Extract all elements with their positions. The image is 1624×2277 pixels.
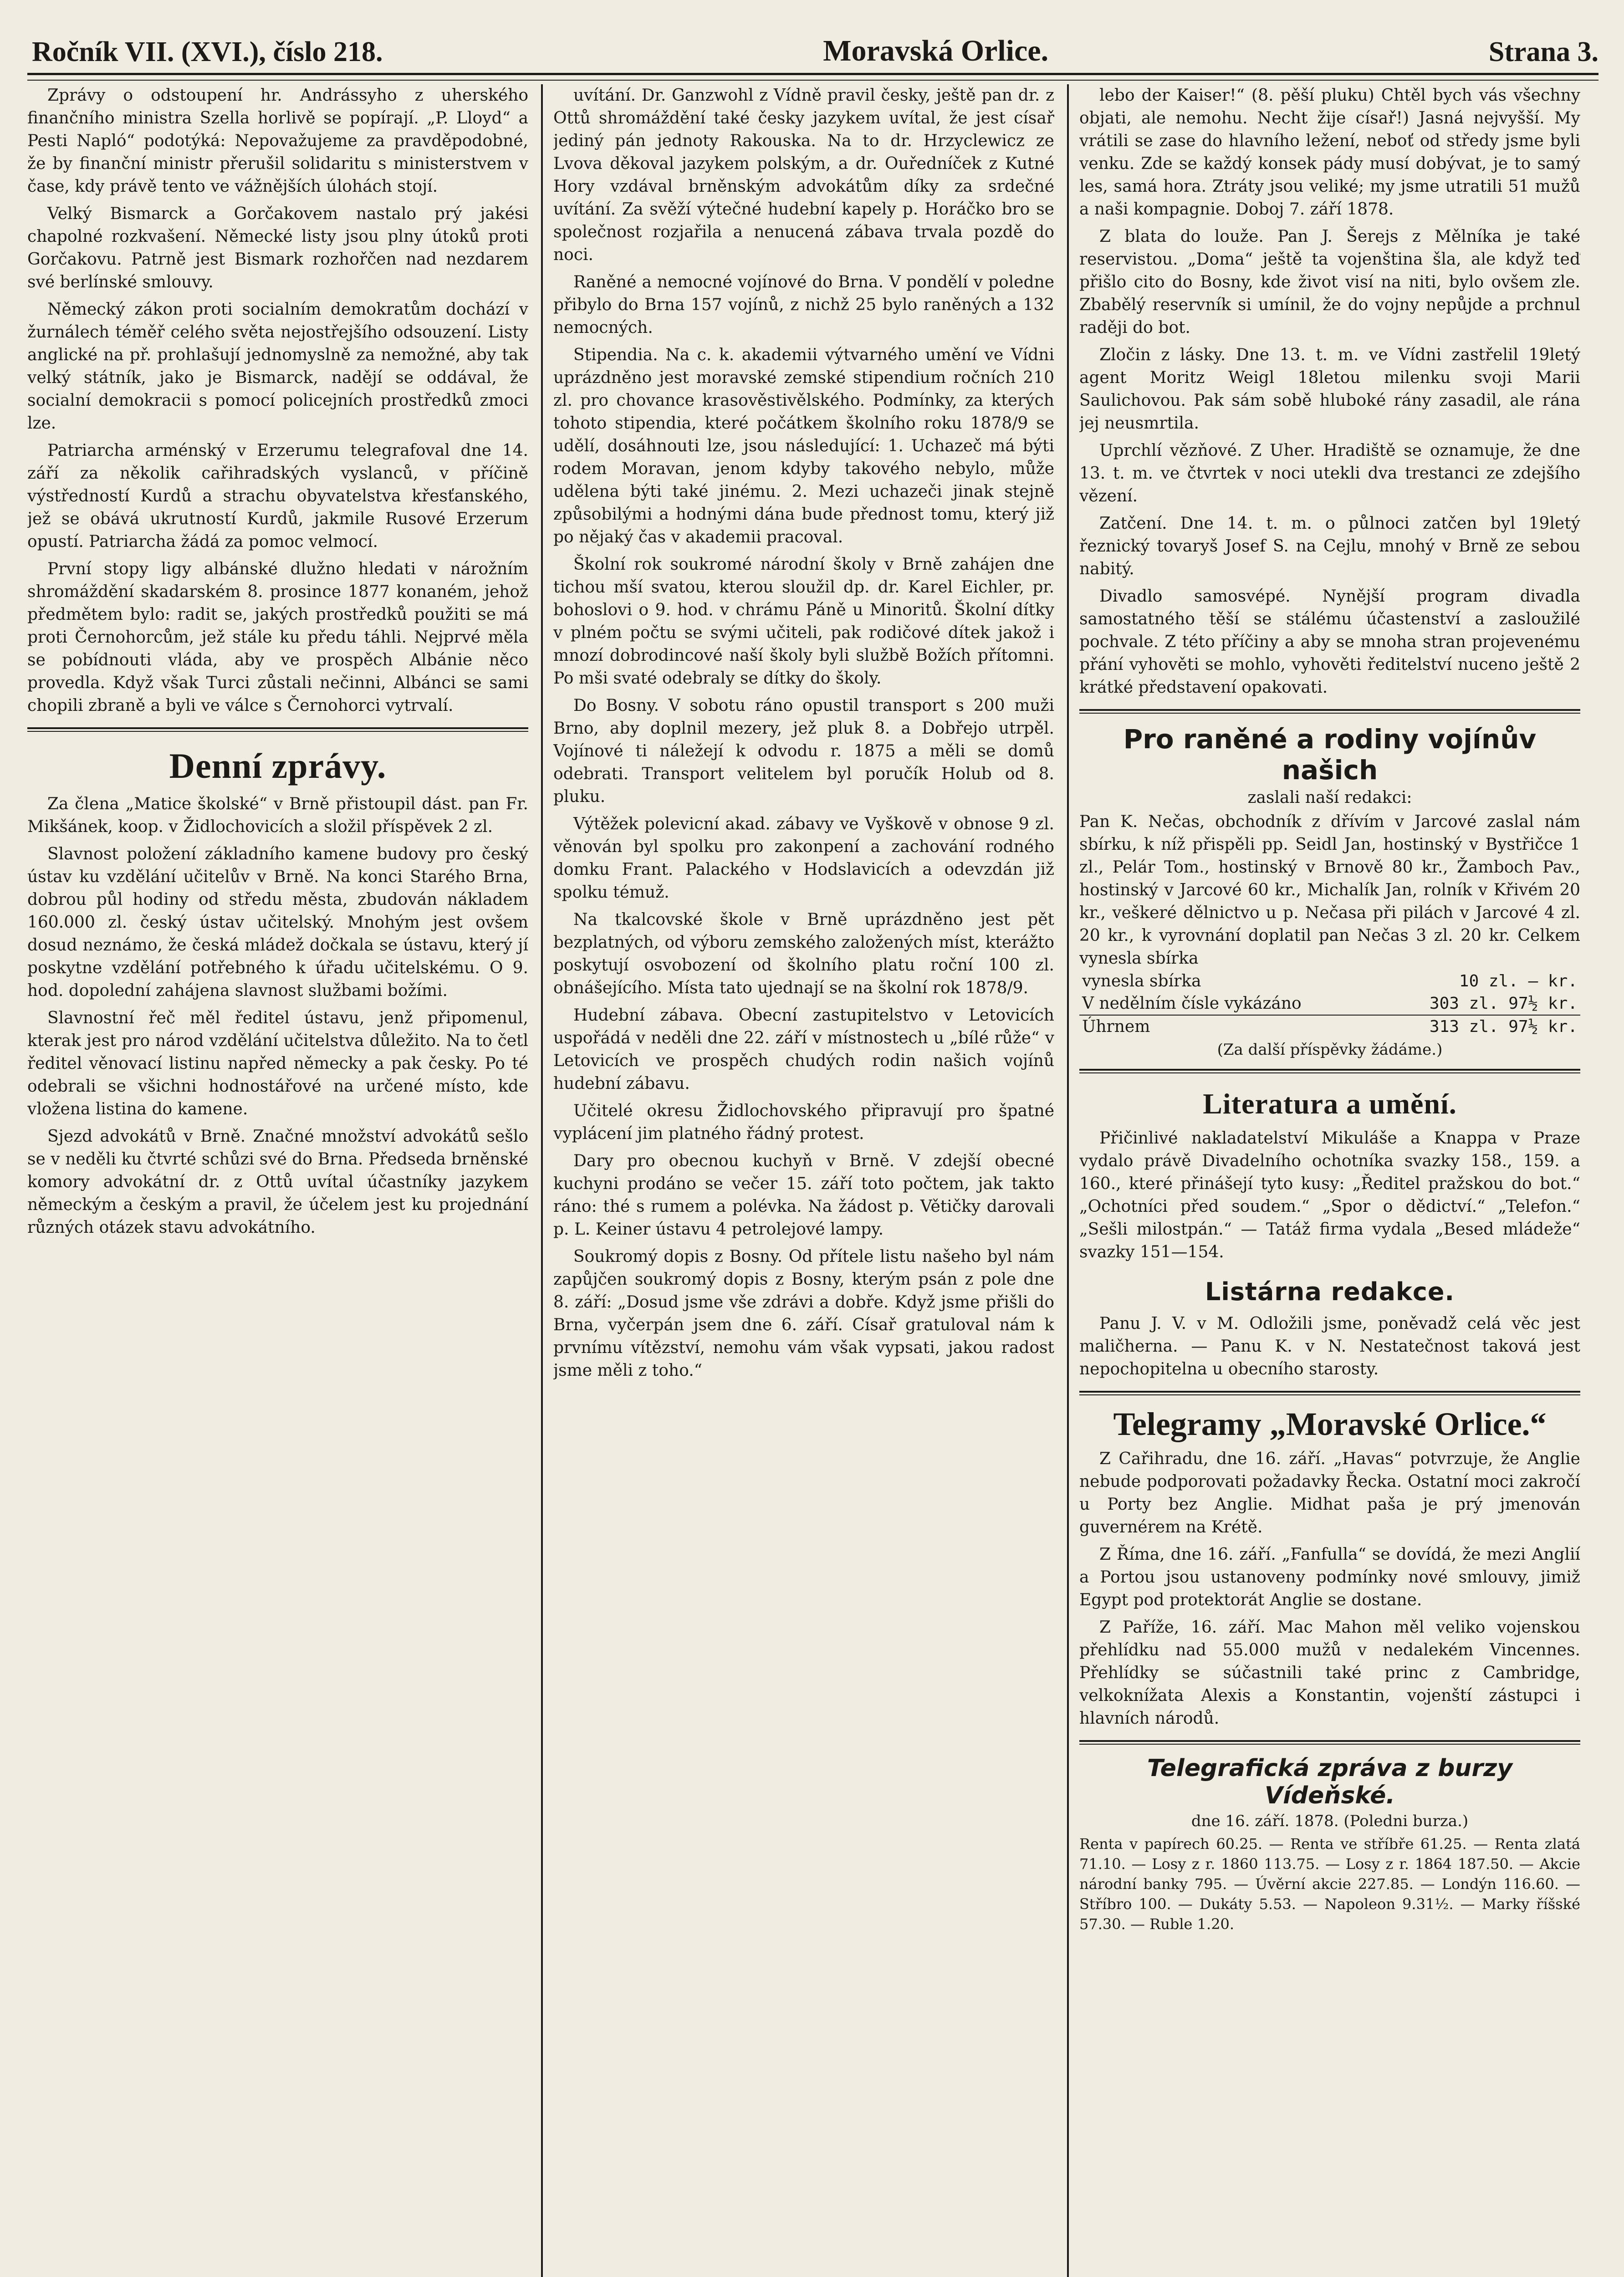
telegrams-title: Telegramy „Moravské Orlice.“ bbox=[1113, 1406, 1547, 1442]
ledger-total-row bbox=[1079, 1015, 1580, 1038]
telegram: Z Říma, dne 16. září. „Fanfulla“ se dovídá, že mezi Anglií a Portou jsou ustanoveny podmínky nové smlouvy, jimiž Egypt pod protektorát Anglie se dostane. bbox=[1079, 1545, 1580, 1609]
ledger-amount: 303 zl. 97½ kr. bbox=[1429, 994, 1578, 1013]
article: Na tkalcovské škole v Brně uprázdněno jest pět bezplatných, od výboru zemského založených míst, kterážto poskytují osvobození od školního platu roční 100 zl. obnášejícího. Místa tato ujednají se na školní rok 1878/9. bbox=[553, 910, 1054, 997]
ledger-row bbox=[1079, 970, 1580, 992]
article: Školní rok soukromé národní školy v Brně zahájen dne tichou mší svatou, kterou sloužil dp. dr. Karel Eichler, pr. bohoslovi o 9. hod. v chrámu Páně u Minoritů. Školní dítky v plném počtu se svými učiteli, pak rodičové dítek jakož i mnozí dobrodincové naší školy byli službě Božích přítomni. Po mši svaté odebraly se dítky do školy. bbox=[553, 555, 1054, 688]
article: uvítání. Dr. Ganzwohl z Vídně pravil česky, ještě pan dr. z Ottů shromáždění také česky jazykem uvítal, že jest císař jediný pán jednoty Rakouska. Na to dr. Hrzyclewicz ze Lvova děkoval jazykem polským, a dr. Ouředníček z Kutné Hory vzdával brněnským advokátům díky za srdečné uvítání. Za svěží výtečné hudební kapely p. Horáčko bro se společnost rozjařila a nenucená zábava trvala pozdě do noci. bbox=[553, 86, 1054, 264]
masthead-title: Moravská Orlice. bbox=[823, 34, 1049, 67]
fund-subtitle: zaslali naší redakci: bbox=[1247, 788, 1412, 807]
column-2 bbox=[553, 84, 1054, 2277]
column-1 bbox=[27, 84, 528, 2277]
article: Přičinlivé nakladatelství Mikuláše a Knappa v Praze vydalo právě Divadelního ochotníka svazky 158., 159. a 160., které přinášejí tyto kusy: „Ředitel pražskou do bot.“ „Ochotníci před soudem.“ „Spor o dědictví.“ „Telefon.“ „Sešli milostpán.“ — Tatáž firma vydala „Besed mládeže“ svazky 151—154. bbox=[1079, 1129, 1580, 1261]
section-rule bbox=[1079, 709, 1580, 714]
article: Zločin z lásky. Dne 13. t. m. ve Vídni zastřelil 19letý agent Moritz Weigl 18letou milenku svoji Marii Saulichovou. Pak sám sobě hluboké rány zasadil, ale rána jej neusmrtila. bbox=[1079, 346, 1580, 433]
exchange-report: Renta v papírech 60.25. — Renta ve stříbře 61.25. — Renta zlatá 71.10. — Losy z r. 1860 113.75. — Losy z r. 1864 187.50. — Akcie národní banky 795. — Úvěrní akcie 227.85. — Londýn 116.60. — Stříbro 100. — Dukáty 5.53. — Napoleon 9.31½. — Marky říšské 57.30. — Ruble 1.20. bbox=[1079, 1835, 1580, 1933]
fund-ledger bbox=[1079, 970, 1580, 1038]
header-rule bbox=[27, 73, 1598, 81]
section-title-daily-news: Denní zprávy. bbox=[169, 746, 387, 786]
telegram: Z Paříže, 16. září. Mac Mahon měl veliko vojenskou přehlídku nad 55.000 mužů v nedalekém Vincennes. Přehlídky se súčastnili také princ z Cambridge, velkoknížata Alexis a Konstantin, vojenští zástupci i hlavních národů. bbox=[1079, 1618, 1580, 1728]
page-number: Strana 3. bbox=[1488, 36, 1598, 67]
ledger-row bbox=[1079, 992, 1580, 1015]
page-header bbox=[32, 18, 1598, 68]
ledger-amount: 313 zl. 97½ kr. bbox=[1377, 1015, 1580, 1038]
article: Uprchlí vězňové. Z Uher. Hradiště se oznamuje, že dne 13. t. m. ve čtvrtek v noci utekli dva trestanci ze zdejšího vězení. bbox=[1079, 441, 1580, 505]
ledger-label: vynesla sbírka bbox=[1082, 972, 1201, 990]
article: Zatčení. Dne 14. t. m. o půlnoci zatčen byl 19letý řeznický tovaryš Josef S. na Cejlu, mnohý v Brně ze sebou nabitý. bbox=[1079, 514, 1580, 578]
article: Soukromý dopis z Bosny. Od přítele listu našeho byl nám zapůjčen soukromý dopis z Bosny, kterým psán z pole dne 8. září: „Dosud jsme vše zdrávi a dobře. Když jsme přišli do Brna, vyčerpán jsem dne 6. září. Císař gratuloval nám k prvnímu vítězství, nemohu vám však vypsati, jakou radost jsme měli z toho.“ bbox=[553, 1247, 1054, 1380]
article: Hudební zábava. Obecní zastupitelstvo v Letovicích uspořádá v neděli dne 22. září v místnostech u „bílé růže“ v Letovicích ve prospěch chudých rodin našich vojínů hudební zábavu. bbox=[553, 1006, 1054, 1093]
article: Sjezd advokátů v Brně. Značné množství advokátů sešlo se v neděli ku čtvrté schůzi své do Brna. Předseda brněnské komory advokátní dr. z Ottů uvítal účastníky jazykem německým a českým a pravil, že účelem jest ku projednání různých otázek stavu advokátního. bbox=[27, 1127, 528, 1237]
section-rule bbox=[1079, 1740, 1580, 1745]
column-divider bbox=[1067, 84, 1069, 2277]
article: Panu J. V. v M. Odložili jsme, poněvadž celá věc jest maličherna. — Panu K. v N. Nestatečnost taková jest nepochopitelna u obecního starosty. bbox=[1079, 1314, 1580, 1378]
telegram: Z Cařihradu, dne 16. září. „Havas“ potvrzuje, že Anglie nebude podporovati požadavky Řecka. Ostatní moci zakročí u Porty bez Anglie. Midhat paša je prý jmenován guvernérem na Krétě. bbox=[1079, 1450, 1580, 1537]
article: Učitelé okresu Židlochovského připravují pro špatné vyplácení jim platného řádný protest. bbox=[553, 1102, 1054, 1143]
exchange-date: dne 16. září. 1878. (Poledni burza.) bbox=[1191, 1812, 1469, 1830]
ledger-label: Úhrnem bbox=[1079, 1015, 1377, 1038]
article: Patriarcha arménský v Erzerumu telegrafoval dne 14. září za několik cařihradských vyslanců, v příčině výstředností Kurdů a strachu obyvatelstva křesťanského, jež se obává ukrutností Kurdů, jakmile Rusové Erzerum opustí. Patriarcha žádá za pomoc velmocí. bbox=[27, 441, 528, 551]
article: Divadlo samosvépé. Nynější program divadla samostatného těší se stálému účastenství a zasloužilé pochvale. Z této příčiny a aby se mnoha stran projevenému přání vyhověti se mohlo, vyhověti ředitelství nuceno ještě 2 krátké představení opakovati. bbox=[1079, 587, 1580, 697]
ledger-amount: 10 zl. — kr. bbox=[1459, 972, 1578, 990]
article: lebo der Kaiser!“ (8. pěší pluku) Chtěl bych vás všechny objati, ale nemohu. Necht žije císař!) Jasná nejvyšší. My vrátili se zase do hlavního ležení, neboť od středy jsme byli venku. Zde se každý konsek pády musí dobývat, je to samý les, samá hora. Ztráty jsou veliké; my jsme utratili 51 mužů a naši kompagnie. Doboj 7. září 1878. bbox=[1079, 86, 1580, 219]
column-3 bbox=[1079, 84, 1580, 2277]
exchange-title: Telegrafická zpráva z burzy Vídeňské. bbox=[1147, 1755, 1513, 1809]
section-title-literature: Literatura a umění. bbox=[1203, 1087, 1457, 1120]
article: Výtěžek polevicní akad. zábavy ve Vyškově v obnose 9 zl. věnován byl spolku pro zakonpení a zachování rodného domku Frant. Palackého v Hodslavicích a odevzdán již spolku témuž. bbox=[553, 815, 1054, 902]
ledger-label: V nedělním čísle vykázáno bbox=[1082, 994, 1302, 1013]
article: Dary pro obecnou kuchyň v Brně. V zdejší obecné kuchyni prodáno se večer 15. září toto počtem, jak takto ráno: thé s rumem a polévka. Na žádost p. Větičky darovali p. L. Keiner ústavu 4 petrolejové lampy. bbox=[553, 1152, 1054, 1239]
article: Raněné a nemocné vojínové do Brna. V pondělí v poledne přibylo do Brna 157 vojínů, z nichž 25 bylo raněných a 132 nemocných. bbox=[553, 273, 1054, 337]
section-rule bbox=[27, 727, 528, 732]
article: Německý zákon proti socialním demokratům dochází v žurnálech téměř celého světa nejostřejšího odsouzení. Listy anglické na př. prohlašují jednomyslně za nemožné, aby tak velký státník, jako je Bismarck, nadějí se oddával, že socialní demokracii s pomocí policejních prostředků zmoci lze. bbox=[27, 300, 528, 433]
fund-text: Pan K. Nečas, obchodník z dřívím v Jarcové zaslal nám sbírku, k níž přispěli pp. Seidl Jan, hostinský v Bystřičce 1 zl., Pelár Tom., hostinský v Brnově 80 kr., Žamboch Pav., hostinský v Jarcové 60 kr., Michalík Jan, rolník v Křivém 20 kr., veškeré dělnictvo u p. Nečasa při pilách v Jarcové 4 zl. 20 kr., k vyrovnání doplatil pan Nečas 3 zl. 20 kr. Celkem vynesla sbírka bbox=[1079, 812, 1580, 968]
section-rule bbox=[1079, 1069, 1580, 1073]
section-title-letters: Listárna redakce. bbox=[1205, 1277, 1455, 1306]
article: Do Bosny. V sobotu ráno opustil transport s 200 muži Brno, aby doplnil mezery, jež pluk 8. a Dobřejo utrpěl. Vojínové ti náležejí k odvodu r. 1875 a měli se domů odebrati. Transport velitelem byl poručík Holub od 8. pluku. bbox=[553, 696, 1054, 806]
article: Z blata do louže. Pan J. Šerejs z Mělníka je také reservistou. „Doma“ ještě ta vojenština šla, ale když teď přišlo cito do Bosny, kde život visí na niti, bylo ovšem zle. Zbabělý reservník si umínil, že do vojny nepůjde a prchnul raději do bot. bbox=[1079, 227, 1580, 337]
article: Stipendia. Na c. k. akademii výtvarného umění ve Vídni uprázdněno jest moravské zemské stipendium ročních 210 zl. pro chovance krasověstivělského. Podmínky, za kterých tohoto stipendia, které počátkem školního roku 1878/9 se udělí, dosáhnouti lze, jsou následující: 1. Uchazeč má býti rodem Moravan, jenom kdyby takového nebylo, může udělena býti také jinému. 2. Mezi uchazeči jinak stejně způsobilými a hodnými dána bude přednost tomu, který již po nějaký čas v akademii pracoval. bbox=[553, 346, 1054, 546]
article: Slavnostní řeč měl ředitel ústavu, jenž připomenul, kterak jest pro národ vzdělání učitelstva důležito. Na to četl ředitel věnovací listinu napřed německy a pak česky. Po té odebrali se všichni hodnostářové na určené místo, kde vložena listina do kamene. bbox=[27, 1009, 528, 1118]
section-rule bbox=[1079, 1391, 1580, 1395]
article: Velký Bismarck a Gorčakovem nastalo prý jakési chapolné rozkvašení. Německé listy jsou plny útoků proti Gorčakovu. Patrně jest Bismark rozhořčen nad nezdarem své berlínské smlouvy. bbox=[27, 204, 528, 291]
article: První stopy ligy albánské dlužno hledati v nárožním shromáždění skadarském 8. prosince 1877 konaném, jehož předmětem bylo: radit se, jakých prostředků použiti se má proti Černohorcům, jež stále ku předu táhli. Nejprvé měla se pobídnouti vláda, aby ve prospěch Albánie něco provedla. Když však Turci zůstali nečinni, Albánci se sami chopili zbraně a byli ve válce s Černohorci vytrvalí. bbox=[27, 560, 528, 715]
column-divider bbox=[541, 84, 543, 2277]
article: Za člena „Matice školské“ v Brně přistoupil dást. pan Fr. Mikšánek, koop. v Židlochovicích a složil příspěvek 2 zl. bbox=[27, 795, 528, 836]
fund-title: Pro raněné a rodiny vojínův našich bbox=[1123, 724, 1537, 786]
article: Zprávy o odstoupení hr. Andrássyho z uherského finančního ministra Szella horlivě se popírají. „P. Lloyd“ a Pesti Napló“ podotýká: Nepovažujeme za pravděpodobné, že by finanční ministr přerušil solidaritu s ministerstvem v čase, kdy právě tento ve vážnějších úlohách stojí. bbox=[27, 86, 528, 196]
article: Slavnost položení základního kamene budovy pro český ústav ku vzdělání učitelův v Brně. Na konci Starého Brna, dobrou půl hodiny od středu města, zbudován nákladem 160.000 zl. český ústav učitelský. Mnohým jest ovšem dosud neznámo, že česká mládež dočkala se ústavu, který jí poskytne vzdělání potřebného k úřadu učitelskému. O 9. hod. dopolední zahájena slavnost službami božími. bbox=[27, 845, 528, 1000]
fund-note: (Za další příspěvky žádáme.) bbox=[1217, 1041, 1443, 1059]
issue-label: Ročník VII. (XVI.), číslo 218. bbox=[32, 36, 383, 67]
